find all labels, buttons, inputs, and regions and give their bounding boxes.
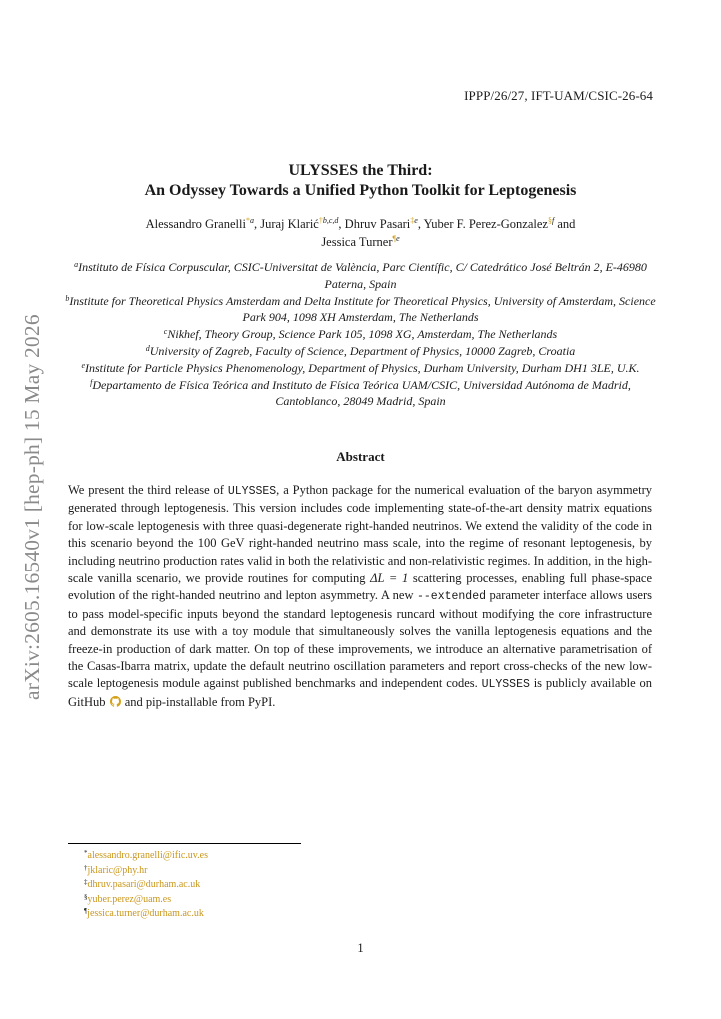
footnote-mark[interactable]: † — [318, 216, 323, 225]
author-marks — [410, 216, 418, 225]
abstract-text: and pip-installable from PyPI. — [121, 694, 276, 709]
package-name: ULYSSES — [227, 485, 277, 498]
affiliation — [60, 259, 661, 293]
footnote-mark[interactable]: ¶ — [392, 234, 397, 243]
title-line-2: An Odyssey Towards a Unified Python Toolkit for Leptogenesis — [144, 182, 577, 199]
footnote-mark[interactable]: ‡ — [410, 216, 415, 225]
affiliation-key: b — [65, 293, 70, 303]
footnote — [84, 893, 208, 908]
affiliation — [60, 360, 661, 377]
affiliation-text: Institute for Theoretical Physics Amsterdam and Delta Institute for Theoretical Physics, University of Amsterdam, Science Park 904, 1098 XH Amsterdam, The Netherlands — [69, 293, 656, 325]
footnote-mark: ‡ — [84, 878, 88, 887]
affiliation-key: a — [249, 216, 254, 225]
footnote — [84, 878, 208, 893]
abstract-heading: Abstract — [336, 449, 385, 464]
footnote-mark: * — [84, 849, 88, 857]
affiliation-key: a — [74, 260, 79, 269]
footnote-mark: ¶ — [84, 907, 88, 916]
affiliation-key: c — [163, 327, 168, 337]
affiliation-key: f — [551, 216, 555, 225]
abstract-body — [68, 482, 652, 711]
author-separator: , — [417, 217, 424, 231]
footnote — [84, 907, 208, 922]
paper-title — [0, 161, 721, 201]
abstract-text: We present the third release of — [68, 483, 228, 497]
page-number: 1 — [357, 941, 364, 955]
footnote-mark: § — [84, 892, 88, 901]
author-name: Alessandro Granelli — [145, 217, 246, 231]
code-flag: --extended — [417, 590, 487, 604]
affiliation — [60, 377, 661, 411]
affiliation-text: University of Zagreb, Faculty of Science, Department of Physics, 10000 Zagreb, Croatia — [149, 343, 576, 358]
affiliation-key: e — [414, 216, 418, 225]
author-name: Juraj Klarić — [260, 217, 319, 231]
author-list — [70, 215, 651, 251]
email-link[interactable]: alessandro.granelli@ific.uv.es — [87, 850, 208, 861]
affiliation — [60, 293, 661, 327]
affiliation-key: e — [81, 360, 86, 370]
title-line-1: ULYSSES the Third: — [288, 162, 433, 179]
affiliation-key: b,c,d — [322, 216, 339, 225]
affiliation — [60, 343, 661, 360]
abstract-text: is publicly available on GitHub — [68, 676, 652, 709]
math-expression: ΔL = 1 — [370, 571, 409, 586]
affiliation-text: Departamento de Física Teórica and Instituto de Física Teórica UAM/CSIC, Universidad Autónoma de Madrid, Cantoblanco, 28049 Madrid, Spain — [92, 377, 631, 409]
footnote-list — [84, 849, 208, 922]
package-name: ULYSSES — [481, 678, 530, 692]
report-id: IPPP/26/27, IFT-UAM/CSIC-26-64 — [464, 88, 653, 103]
email-link[interactable]: jklaric@phy.hr — [87, 864, 148, 876]
footnote-rule — [68, 843, 301, 844]
affiliation-key: d — [145, 343, 150, 353]
author-marks — [393, 234, 400, 243]
affiliation-text: Institute for Particle Physics Phenomenology, Department of Physics, Durham University, Durham DH1 3LE, U.K. — [85, 360, 640, 375]
footnote — [84, 849, 208, 864]
affiliation-text: Instituto de Física Corpuscular, CSIC-Universitat de València, Parc Científic, C/ Catedrático José Beltrán 2, E-46980 Paterna, Spain — [78, 260, 647, 291]
author-marks — [319, 216, 339, 225]
author-marks — [246, 216, 254, 225]
affiliation-list — [60, 259, 661, 410]
email-link[interactable]: yuber.perez@uam.es — [87, 893, 172, 905]
abstract-text: parameter interface allows users to pass model-specific inputs beyond the standard leptogenesis runcard without modifying the core infrastructure and demonstrate its use with a toy module that simultaneously solves the vanilla leptogenesis equations and the freeze-in production of dark matter. On top of these improvements, we introduce an alternative parametrisation of the Casas-Ibarra matrix, update the default neutrino oscillation parameters and report cross-checks of the new low-scale leptogenesis module against published benchmarks and independent codes. — [68, 588, 652, 691]
footnote-mark[interactable]: § — [547, 216, 552, 225]
email-link[interactable]: dhruv.pasari@durham.ac.uk — [87, 879, 201, 891]
affiliation — [60, 326, 661, 343]
github-icon[interactable] — [110, 696, 121, 707]
author-name: Jessica Turner — [321, 235, 393, 249]
author-name: Yuber F. Perez-Gonzalez — [423, 217, 548, 231]
email-link[interactable]: jessica.turner@durham.ac.uk — [87, 908, 204, 920]
author-separator: and — [554, 217, 576, 231]
footnote-mark[interactable]: * — [245, 216, 250, 225]
affiliation-text: Nikhef, Theory Group, Science Park 105, 1098 XG, Amsterdam, The Netherlands — [167, 327, 558, 342]
author-name: Dhruv Pasari — [344, 217, 411, 231]
arxiv-stamp[interactable]: arXiv:2605.16540v1 [hep-ph] 15 May 2026 — [20, 314, 44, 700]
author-separator: , — [338, 217, 345, 231]
affiliation-key: f — [90, 377, 93, 387]
affiliation-key: e — [396, 234, 400, 243]
footnote — [84, 864, 208, 879]
abstract-text: scattering processes, enabling full phase-space evolution of the right-handed neutrino and lepton asymmetry. A new — [68, 571, 652, 603]
footnote-mark: † — [84, 863, 88, 872]
author-separator: , — [253, 217, 261, 231]
abstract-text: , a Python package for the numerical evaluation of the baryon asymmetry generated through leptogenesis. This version includes code implementing state-of-the-art density matrix equations for low-scale leptogenesis with three quasi-degenerate right-handed neutrinos. We extend the validity of the code in this scenario beyond the 100 GeV right-handed neutrino mass scale, into the regime of resonant leptogenesis, by including neutrino production rates valid in both the relativistic and non-relativistic regimes. In addition, in the high-scale vanilla scenario, we provide routines for computing — [68, 483, 652, 586]
